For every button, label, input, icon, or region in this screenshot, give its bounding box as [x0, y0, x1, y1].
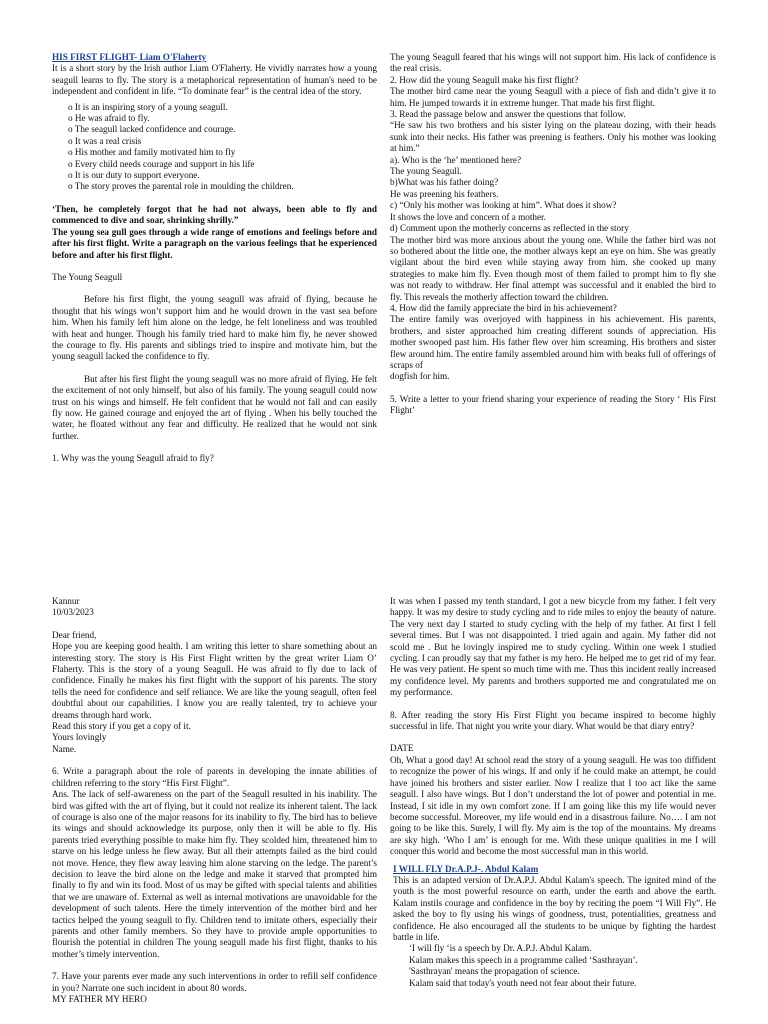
list-item: o Every child needs courage and support in his life — [68, 158, 255, 169]
question-4: 4. How did the family appreciate the bird in his achievement? — [390, 302, 617, 313]
story-title: HIS FIRST FLIGHT- Liam O'Flaherty — [52, 52, 207, 62]
question-2: 2. How did the young Seagull make his first flight? — [390, 74, 579, 85]
kalam-intro: This is an adapted version of Dr.A.P.J. Abdul Kalam's speech. The ignited mind of the youth is the most powerful resource on earth, under the earth and above the earth. Kalam instils courage and confidence in the boy by reciting the poem “I Will Fly”. He asked the boy to fly using his wings of goodness, trust, potentialities, greatness and confidence. He also encouraged all the students to be unique by fighting the hardest battle in life. — [393, 874, 716, 942]
right-top-column — [390, 52, 716, 417]
answer-3d: The mother bird was more anxious about the young one. While the father bird was not so bothered about the little one, the mother always kept an eye on him. She was greatly vigilant about the bird even while staying away from him. she cooked up many strategies to make him fly. Even though most of them failed to prompt him to fly she was not ready to withdraw. Her final attempt was successful and it enabled the bird to fly. This reveals the motherly affection toward the children. — [390, 234, 716, 302]
diary-date-label: DATE — [390, 743, 414, 754]
kalam-point: ‘I will fly ‘is a speech by Dr. A.P.J. Abdul Kalam. — [409, 943, 592, 954]
answer-3a: The young Seagull. — [390, 166, 462, 177]
question-3d: d) Comment upon the motherly concerns as reflected in the story — [390, 223, 629, 234]
list-item: o It is our duty to support everyone. — [68, 170, 200, 181]
list-item: o He was afraid to fly. — [68, 113, 150, 124]
list-item: o The seagull lacked confidence and courage. — [68, 124, 236, 135]
question-1: 1. Why was the young Seagull afraid to fly? — [52, 453, 214, 464]
letter-closing-line: Read this story if you get a copy of it. — [52, 721, 191, 732]
kalam-title: I WILL FLY Dr.A.P.J-. Abdul Kalam — [393, 863, 539, 874]
diary-entry: Oh, What a good day! At school read the story of a young seagull. He was too diffident to recognize the power of his wings. If and only if he could make an attempt, he could have joined his brothers and sister earlier. Now I realize that I too act like the same seagull. I also have wings. But I don’t understand the lot of power and potential in me. Instead, I sit idle in my own comfort zone. If I am going like this my life would never become successful. Moreover, my life would end in a disastrous failure. No…. I am not going to be like this. Surely, I will fly. My aim is the top of the mountains. My dreams are sky high. ‘Who I am’ is enough for me. With these unique qualities in me I will conquer this world and become the most successful man in this world. — [390, 754, 716, 857]
answer-2: The mother bird came near the young Seagull with a piece of fish and didn’t give it to him. He jumped towards it in extreme hunger. That made his first flight. — [390, 86, 716, 108]
answer-7: It was when I passed my tenth standard, I got a new bicycle from my father. I felt very happy. It was my desire to study cycling and to ride miles to enjoy the beauty of nature. The very next day I started to study cycling with the help of my father. At first I fell several times. But I was not disappointed. I tried again and again. My father did not scold me . But he lovingly inspired me to study cycling. Within one week I studied cycling. I can proudly say that my father is my hero. He helped me to get rid of my fear. He was very patient. He spent so much time with me. Thus this incident really increased my confidence level. My parents and brothers supported me and congratulated me on my performance. — [390, 596, 716, 698]
question-7: 7. Have your parents ever made any such interventions in order to refill self confidence in you? Narrate one such incident in about 80 words. — [52, 971, 377, 993]
list-item: o His mother and family motivated him to fly — [68, 147, 236, 158]
paragraph-after-flight: But after his first flight the young seagull was no more afraid of flying. He felt the excitement of not only himself, but also of his family. The young seagull could now trust on his wings and himself. He felt confident that he would not fall and can easily fly now. He gained courage and enjoyed the art of flying . When his belly touched the water, he floated without any fear and difficulty. He realized that he would not sink further. — [52, 373, 377, 441]
answer-4: The entire family was overjoyed with happiness in his achievement. His parents, brothers, and sister approached him creating different sounds of appreciation. His mother swooped past him. His father flew over him screaming. His brothers and sister flew around him. The entire family assembled around him with beaks full of offerings of scraps of — [390, 314, 716, 370]
question-3: 3. Read the passage below and answer the questions that follow. — [390, 109, 626, 120]
paragraph-heading: The Young Seagull — [52, 271, 123, 282]
question-3b: b)What was his father doing? — [390, 177, 499, 188]
letter-body: Hope you are keeping good health. I am writing this letter to share something about an interesting story. The story is His First Flight written by the great writer Liam O’ Flaherty. This is the story of a young Seagull. He was afraid to fly due to lack of confidence. Finally he makes his first flight with the support of his parents. The story tells the need for confidence and self reliance. We are like the young seagull, often feel doubtful about our capabilities. I know you are really talented, try to achieve your dreams through hard work. — [52, 641, 377, 720]
key-points-list — [52, 102, 377, 193]
letter-signoff: Yours lovingly — [52, 732, 107, 743]
answer-6: Ans. The lack of self-awareness on the part of the Seagull resulted in his inability. The bird was gifted with the art of flying, but it could not realize its inherent talent. The lack of courage is also one of the major reasons for its inability to fly. The bird has to believe its wings and should acknowledge its purpose, only then it will be able to fly. His parents tried everything possible to make him fly. They scolded him, threatened him to starve on his ledge unless he flew away. But all their attempts failed as the bird could not move. Hence, they flew away leaving him alone starving on the ledge. The parent’s decision to leave the bird alone on the ledge and make it starved that prompted him finally to fly and win its food. Most of us may be gifted with special talents and abilities that we are unaware of. External as well as internal motivations are unavoidable for the development of such talents. Here the timely intervention of the mother bird and her tactics helped the young seagull to fly. Children tend to imitate others, especially their parents and other family members. So they have to provide ample opportunities to flourish the potential in children The young seagull made his first flight, thanks to his mother’s timely intervention. — [52, 789, 377, 959]
question-8: 8. After reading the story His First Flight you became inspired to become highly successful in life. That night you write your diary. What would be that diary entry? — [390, 709, 716, 732]
list-item: o It was a real crisis — [68, 135, 142, 146]
answer-1: The young Seagull feared that his wings will not support him. His lack of confidence is the real crisis. — [390, 52, 716, 74]
story-intro: It is a short story by the Irish author Liam O'Flaherty. He vividly narrates how a young seagull learns to fly. The story is a metaphorical representation of human's need to be independent and confident in life. “To dominate fear” is the central idea of the story. — [52, 63, 377, 97]
letter-name: Name. — [52, 743, 77, 754]
question-3c: c) “Only his mother was looking at him”. What does it show? — [390, 200, 617, 211]
passage-quote: “He saw his two brothers and his sister lying on the plateau dozing, with their heads sunk into their necks. His father was preening is feathers. Only his mother was looking at him.” — [390, 120, 716, 154]
answer-3b: He was preening his feathers. — [390, 188, 499, 199]
left-bottom-column — [52, 596, 377, 1005]
kalam-point: Kalam said that today's youth need not fear about their future. — [409, 977, 637, 988]
kalam-point: Kalam makes this speech in a programme called ‘Sasthrayan’. — [409, 954, 638, 965]
answer-4-end: dogfish for him. — [390, 371, 450, 382]
list-item: o It is an inspiring story of a young seagull. — [68, 101, 228, 112]
answer-3c: It shows the love and concern of a mother. — [390, 211, 546, 222]
question-6: 6. Write a paragraph about the role of parents in developing the innate abilities of children referring to the story “His First Flight”. — [52, 766, 377, 788]
answer-7-title: MY FATHER MY HERO — [52, 994, 147, 1004]
task-question: The young sea gull goes through a wide range of emotions and feelings before and after his first flight. Write a paragraph on the various feelings that he experienced before and after his first flight. — [52, 226, 377, 260]
letter-date: 10/03/2023 — [52, 607, 94, 618]
kalam-point: 'Sasthrayan' means the propagation of science. — [409, 966, 580, 977]
letter-salutation: Dear friend, — [52, 629, 97, 640]
list-item: o The story proves the parental role in moulding the children. — [68, 181, 294, 192]
quote-text: ‘Then, he completely forgot that he had not always, been able to fly and commenced to dive and soar, shrinking shrilly.” — [52, 203, 377, 226]
question-3a: a). Who is the ‘he’ mentioned here? — [390, 154, 522, 165]
kalam-section — [390, 864, 716, 989]
right-bottom-column — [390, 596, 716, 989]
left-top-column — [52, 52, 377, 465]
paragraph-before-flight: Before his first flight, the young seagull was afraid of flying, because he thought that his wings won’t support him and he would drown in the vast sea before him. When his family left him alone on the ledge, he felt loneliness and was troubled with heat and hunger. Though his family tried hard to make him fly, he never showed the courage to fly. His parents and siblings tried to inspire and motivate him, but the young seagull lacked the confidence to fly. — [52, 294, 377, 362]
letter-place: Kannur — [52, 596, 80, 606]
question-5: 5. Write a letter to your friend sharing your experience of reading the Story ‘ His First Flight’ — [390, 393, 716, 416]
